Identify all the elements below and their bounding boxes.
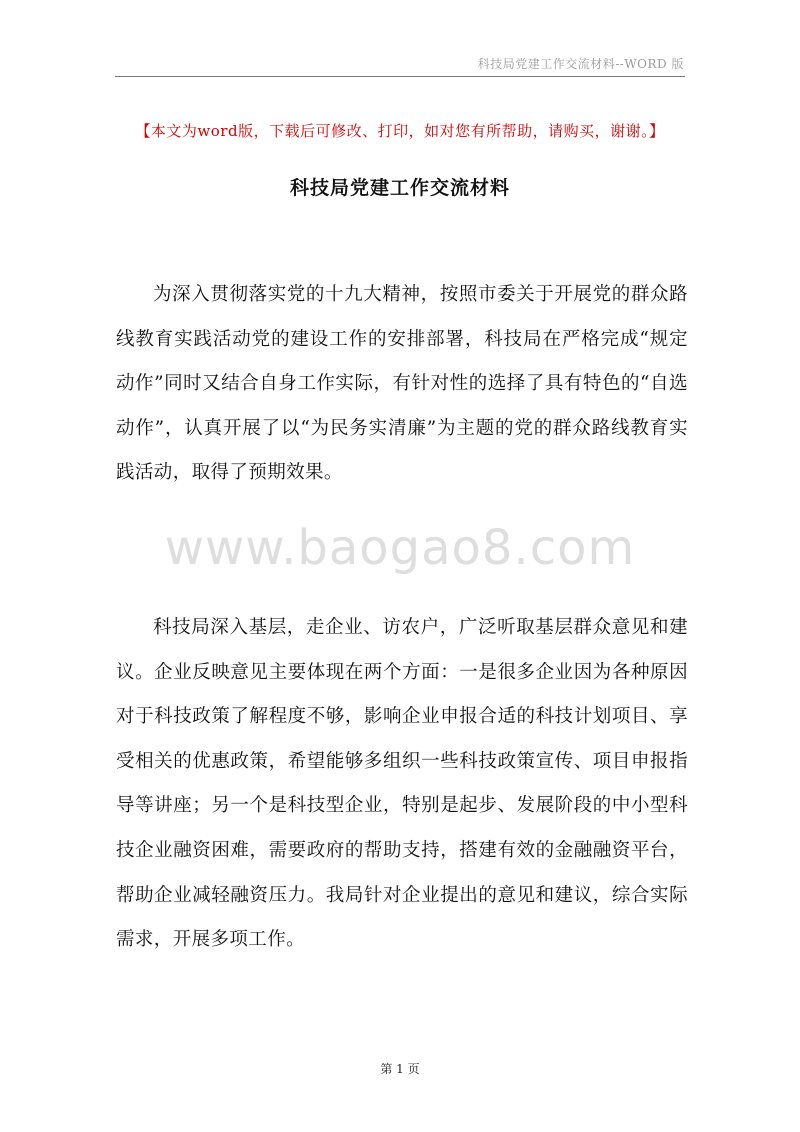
site-watermark: www.baogao8.com xyxy=(164,520,636,576)
purchase-notice: 【本文为word版，下载后可修改、打印，如对您有所帮助，请购买，谢谢。】 xyxy=(135,122,665,140)
document-title: 科技局党建工作交流材料 xyxy=(289,177,510,199)
running-header: 科技局党建工作交流材料--WORD 版 xyxy=(477,57,684,71)
header-divider xyxy=(115,76,685,77)
body-paragraph-2: 科技局深入基层，走企业、访农户，广泛听取基层群众意见和建议。企业反映意见主要体现在两个方面：一是很多企业因为各种原因对于科技政策了解程度不够，影响企业申报合适的科技计划项目、享受相关的优惠政策，希望能够多组织一些科技政策宣传、项目申报指导等讲座；另一个是科技型企业，特别是起步、发展阶段的中小型科技企业融资困难，需要政府的帮助支持，搭建有效的金融融资平台，帮助企业减轻融资压力。我局针对企业提出的意见和建议，综合实际需求，开展多项工作。 xyxy=(116,617,688,951)
page-number: 第 1 页 xyxy=(380,1062,420,1076)
body-paragraph-1: 为深入贯彻落实党的十九大精神，按照市委关于开展党的群众路线教育实践活动党的建设工作的安排部署，科技局在严格完成“规定动作”同时又结合自身工作实际，有针对性的选择了具有特色的“自选动作”，认真开展了以“为民务实清廉”为主题的党的群众路线教育实践活动，取得了预期效果。 xyxy=(116,284,688,484)
